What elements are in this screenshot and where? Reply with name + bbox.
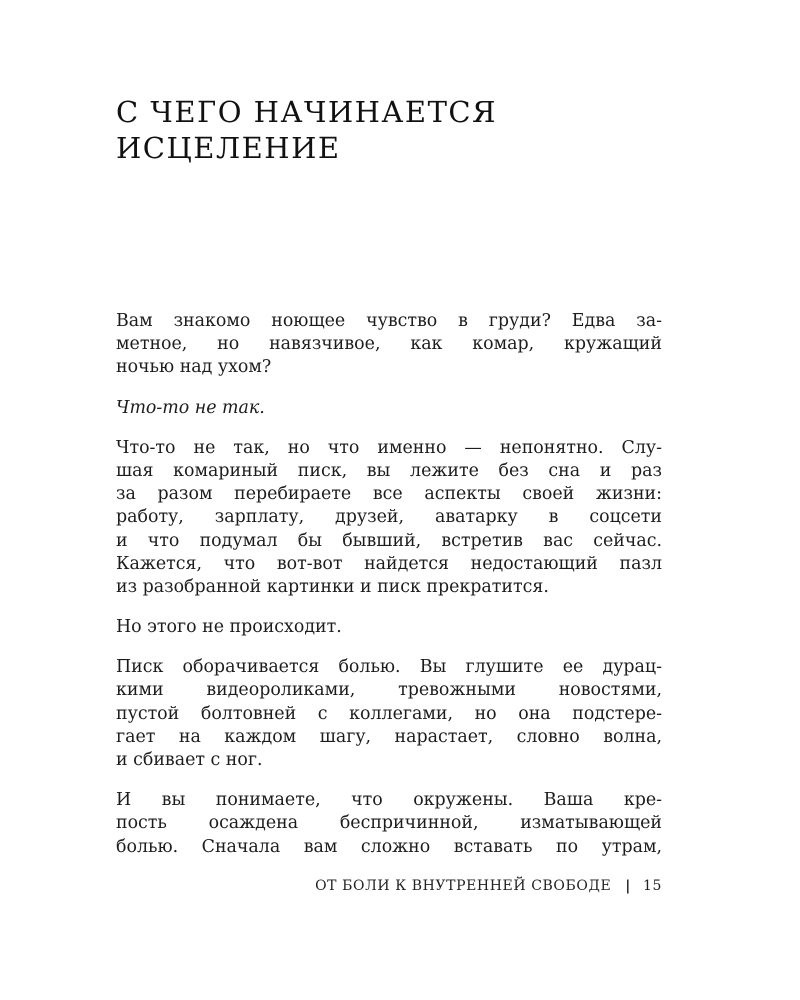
text-line: за разом перебираете все аспекты своей жизни:: [116, 484, 662, 505]
text-line: и что подумал бы бывший, встретив вас сейчас.: [116, 530, 662, 551]
text-line: шая комариный писк, вы лежите без сна и раз: [116, 460, 662, 481]
chapter-title: [116, 94, 676, 166]
text-line: И вы понимаете, что окружены. Ваша кре-: [116, 790, 662, 811]
text-line-italic: Что-то не так.: [116, 397, 265, 418]
body-text: [116, 310, 662, 859]
text-line: кими видеороликами, тревожными новостями,: [116, 680, 662, 701]
text-line: пость осаждена беспричинной, изматывающей: [116, 813, 662, 834]
text-line: Писк оборачивается болью. Вы глушите ее дурац-: [116, 657, 662, 678]
paragraph-5: [116, 656, 662, 772]
text-line: работу, зарплату, друзей, аватарку в соцсети: [116, 507, 662, 528]
text-line: Но этого не происходит.: [116, 617, 342, 638]
chapter-title-line-2: ИСЦЕЛЕНИЕ: [116, 131, 341, 165]
running-footer: [315, 878, 662, 894]
chapter-title-line-1: С ЧЕГО НАЧИНАЕТСЯ: [116, 95, 498, 129]
text-line: из разобранной картинки и писк прекратится.: [116, 576, 549, 597]
text-line: гает на каждом шагу, нарастает, словно волна,: [116, 726, 662, 747]
text-line: и сбивает с ног.: [116, 750, 263, 770]
text-line: пустой болтовней с коллегами, но она подстере-: [116, 703, 662, 724]
footer-book-title: ОТ БОЛИ К ВНУТРЕННЕЙ СВОБОДЕ: [315, 878, 612, 894]
paragraph-3: [116, 437, 662, 599]
page-number: 15: [642, 878, 662, 894]
text-line: Кажется, что вот-вот найдется недостающий пазл: [116, 553, 662, 574]
text-line: ночью над ухом?: [116, 357, 272, 378]
text-line: болью. Сначала вам сложно вставать по утрам,: [116, 836, 662, 857]
text-line: Что-то не так, но что именно — непонятно. Слу-: [116, 437, 662, 458]
paragraph-6: [116, 789, 662, 859]
text-line: метное, но навязчивое, как комар, кружащий: [116, 334, 662, 355]
footer-separator: |: [625, 878, 631, 894]
text-line: Вам знакомо ноющее чувство в груди? Едва за-: [116, 311, 662, 331]
paragraph-1: [116, 310, 662, 380]
paragraph-2: [116, 397, 662, 420]
paragraph-4: [116, 616, 662, 639]
